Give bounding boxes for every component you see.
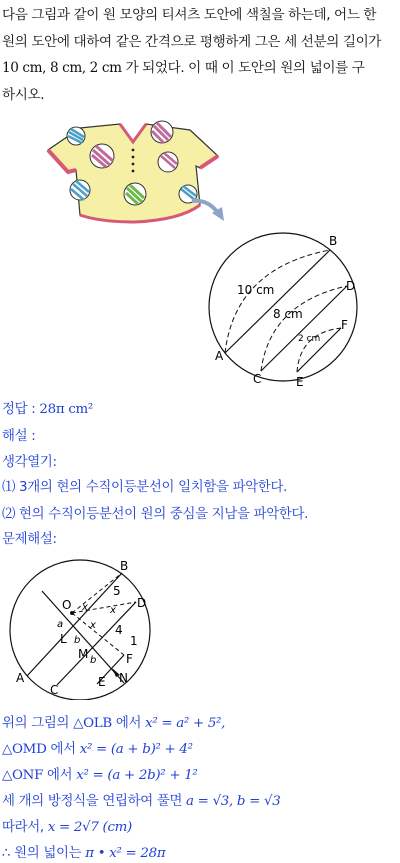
step-5-equation: x = 2√7 (cm) — [47, 820, 132, 835]
step-2 — [2, 738, 193, 757]
chord-8cm — [261, 286, 347, 371]
problem-line-4: 하시오. — [2, 86, 45, 103]
answer-label: 정답 : — [2, 402, 36, 417]
step-1-text: 위의 그림의 — [2, 716, 74, 731]
step-2-mid: 에서 — [46, 742, 80, 757]
step-3-mid: 에서 — [43, 768, 77, 783]
problem-line-1: 다음 그림과 같이 원 모양의 티셔츠 도안에 색칠을 하는데, 어느 한 — [2, 7, 377, 23]
fig2-label-f: F — [126, 652, 133, 666]
step-6 — [2, 842, 165, 861]
step-4 — [2, 790, 281, 809]
think-label: 생각열기: — [2, 455, 57, 470]
step-5-text: 따라서, — [2, 820, 48, 835]
radius-lines — [72, 573, 136, 655]
step-4-text: 세 개의 방정식을 연립하여 풀면 — [2, 794, 187, 809]
step-1-mid: 에서 — [111, 716, 146, 731]
solve-label: 문제해설: — [2, 532, 57, 547]
label-b: B — [329, 234, 338, 248]
step-1 — [2, 712, 225, 731]
think-step-2: ⑵ 현의 수직이등분선이 원의 중심을 지남을 파악한다. — [2, 507, 309, 522]
fig2-a-seg: a — [57, 619, 64, 630]
fig2-label-m: M — [78, 647, 89, 661]
fig2-label-a: A — [16, 671, 25, 685]
problem-line-2: 원의 도안에 대하여 같은 간격으로 평행하게 그은 세 선분의 길이가 — [2, 33, 382, 50]
fig2-label-e: E — [98, 675, 106, 689]
fig2-b-1: b — [74, 635, 81, 646]
fig2-label-b: B — [120, 559, 129, 573]
fig2-b-2: b — [90, 655, 97, 666]
pattern-circle-4 — [158, 152, 178, 172]
length-2cm: 2 cm — [298, 334, 321, 344]
problem-text — [2, 2, 398, 108]
problem-line-3 — [2, 55, 398, 82]
fig2-label-4: 4 — [115, 623, 123, 637]
label-f: F — [341, 318, 348, 332]
step-1-triangle: △OLB — [73, 716, 112, 731]
step-2-equation: x² = (a + b)² + 4² — [79, 742, 193, 757]
label-a: A — [215, 349, 224, 363]
pattern-circle-5 — [70, 180, 90, 200]
fig2-label-1: 1 — [130, 634, 138, 648]
step-3 — [2, 764, 197, 783]
solution-circle — [10, 560, 150, 700]
length-8cm: 8 cm — [273, 307, 303, 321]
step-5 — [2, 816, 132, 835]
fig2-label-5: 5 — [113, 584, 121, 598]
pattern-circle-3 — [90, 144, 114, 168]
step-3-equation: x² = (a + 2b)² + 1² — [76, 768, 198, 783]
fig2-x-2: x — [110, 605, 116, 616]
step-2-triangle: △OMD — [2, 742, 47, 757]
think-step-1: ⑴ 3개의 현의 수직이등분선이 일치함을 파악한다. — [2, 480, 288, 495]
step-3-triangle: △ONF — [2, 768, 44, 783]
fig2-label-l: L — [60, 632, 67, 646]
fig2-x-3: x — [90, 620, 96, 631]
chord-figure — [195, 228, 375, 388]
solution-figure — [2, 555, 172, 700]
fig2-x-1: x — [82, 602, 88, 613]
pattern-circle-1 — [67, 127, 85, 145]
explanation-label: 해설 : — [2, 429, 36, 444]
pattern-circle-2 — [151, 121, 173, 143]
pattern-circle-6 — [124, 183, 146, 205]
fig2-label-c: C — [50, 683, 59, 697]
answer-value: 28π cm² — [39, 402, 93, 417]
arrow-icon — [190, 195, 230, 225]
problem-line-3-text: 가 되었다. 이 때 이 도안의 원의 넓이를 구 — [125, 60, 365, 76]
label-c: C — [253, 372, 262, 386]
fig2-label-n: N — [119, 671, 128, 685]
fig2-label-d: D — [137, 596, 147, 610]
fig2-label-o: O — [62, 598, 72, 612]
step-6-equation: π • x² = 28π — [85, 846, 166, 861]
step-4-equation: a = √3, b = √3 — [186, 794, 281, 809]
label-d: D — [346, 279, 356, 293]
problem-lengths: 10 cm, 8 cm, 2 cm — [2, 60, 122, 76]
length-10cm: 10 cm — [237, 283, 275, 297]
step-6-text: ∴ 원의 넓이는 — [2, 846, 86, 861]
answer-line — [2, 398, 93, 417]
label-e: E — [296, 375, 304, 388]
step-1-equation: x² = a² + 5², — [145, 716, 226, 731]
